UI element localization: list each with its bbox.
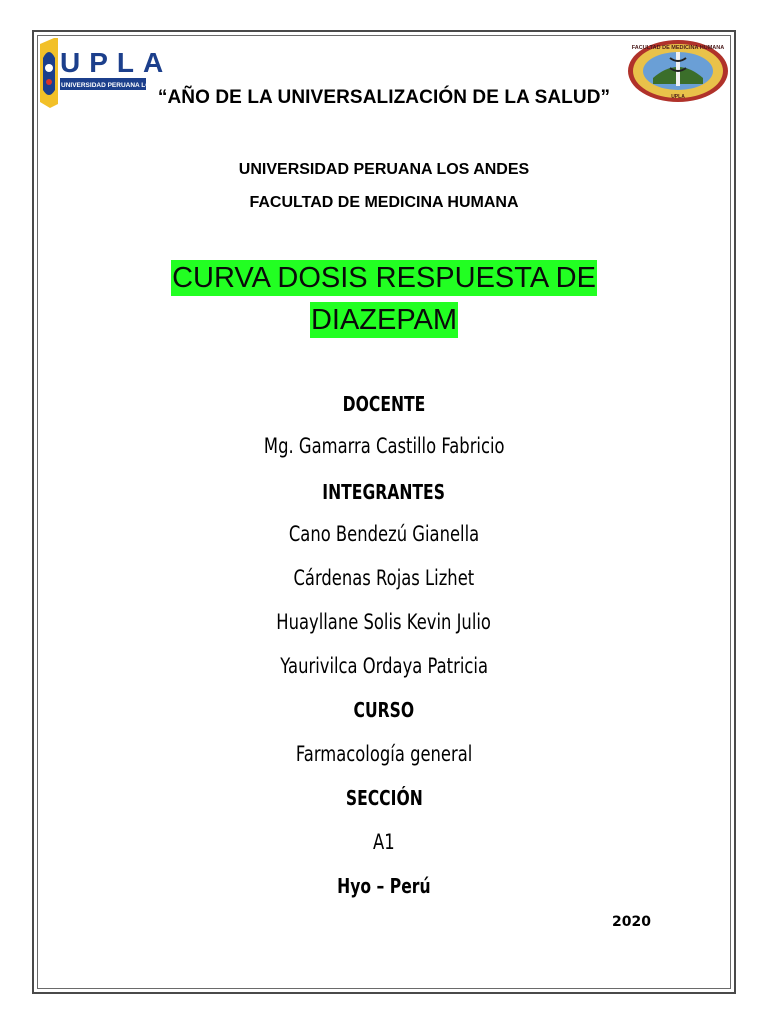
upla-logo-subtext: UNIVERSIDAD PERUANA LOS ANDES [61, 82, 179, 89]
seal-abbr: UPLA [671, 94, 685, 100]
curso-label: CURSO [353, 698, 415, 722]
title-line-1: CURVA DOSIS RESPUESTA DE [172, 262, 596, 294]
integrantes-label: INTEGRANTES [322, 480, 446, 504]
docente-label: DOCENTE [342, 392, 426, 416]
faculty-name: FACULTAD DE MEDICINA HUMANA [249, 194, 519, 211]
year-motto: “AÑO DE LA UNIVERSALIZACIÓN DE LA SALUD” [157, 87, 611, 108]
document-title [0, 260, 768, 338]
integrante-name: Cárdenas Rojas Lizhet [293, 566, 475, 590]
upla-logo-text: UPLA [60, 47, 173, 78]
curso-name: Farmacología general [295, 742, 473, 766]
seccion-value: A1 [373, 830, 395, 854]
integrante-name: Cano Bendezú Gianella [288, 522, 480, 546]
integrante-name: Huayllane Solis Kevin Julio [276, 610, 492, 634]
integrante-name: Yaurivilca Ordaya Patricia [280, 654, 488, 678]
docente-name: Mg. Gamarra Castillo Fabricio [263, 434, 505, 458]
place: Hyo – Perú [337, 874, 431, 898]
university-name: UNIVERSIDAD PERUANA LOS ANDES [238, 161, 530, 178]
seal-ring-text: FACULTAD DE MEDICINA HUMANA [631, 45, 725, 51]
seccion-label: SECCIÓN [345, 786, 423, 810]
title-line-2: DIAZEPAM [310, 304, 458, 336]
year: 2020 [612, 914, 651, 930]
